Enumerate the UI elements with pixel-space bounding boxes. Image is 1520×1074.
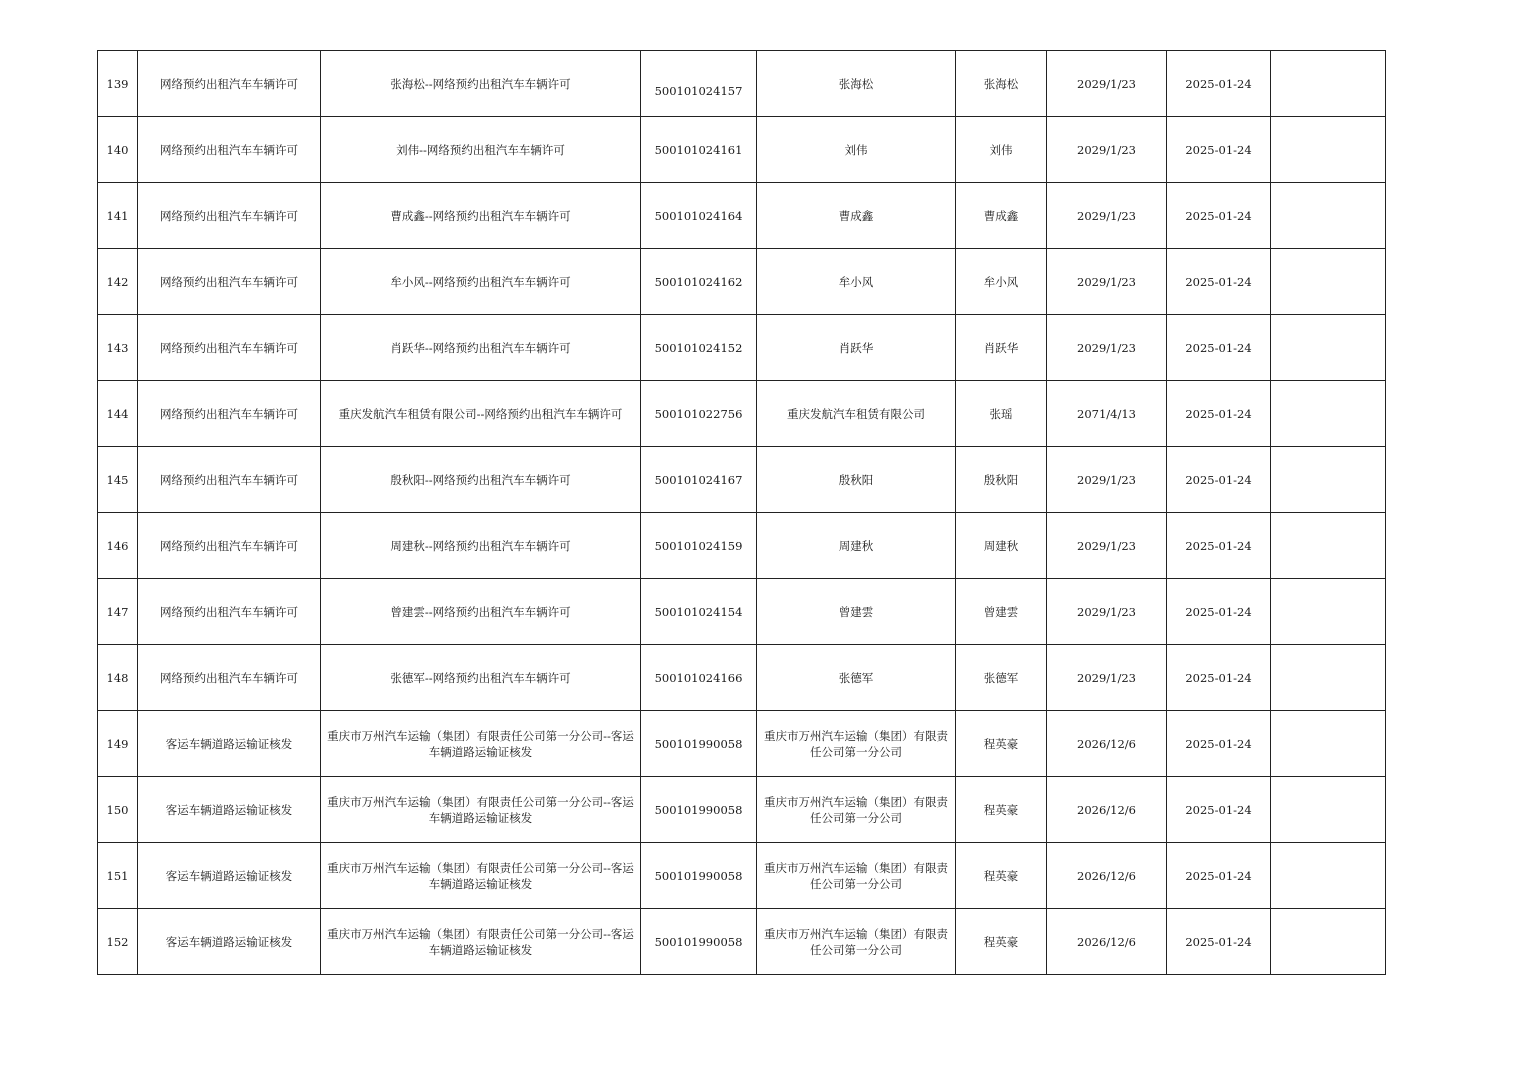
cell-permit-type-text: 客运车辆道路运输证核发 bbox=[165, 802, 293, 817]
cell-row-number-text: 140 bbox=[106, 142, 129, 157]
table-row bbox=[98, 711, 1386, 777]
table-row bbox=[98, 51, 1386, 117]
cell-permit-type-text: 网络预约出租汽车车辆许可 bbox=[160, 208, 298, 223]
cell-legal-person-text: 程英豪 bbox=[983, 802, 1019, 817]
table-body bbox=[98, 51, 1386, 975]
cell-holder-name bbox=[757, 117, 956, 183]
cell-permit-code-text: 500101024161 bbox=[654, 142, 743, 157]
cell-row-number bbox=[98, 447, 138, 513]
cell-holder-name-text: 重庆市万州汽车运输（集团）有限责任公司第一分公司 bbox=[764, 728, 948, 759]
cell-decision-date-text: 2025-01-24 bbox=[1185, 208, 1252, 223]
cell-row-number bbox=[98, 117, 138, 183]
cell-permit-item-text: 殷秋阳--网络预约出租汽车车辆许可 bbox=[390, 472, 571, 487]
cell-holder-name bbox=[757, 513, 956, 579]
cell-permit-code-text: 500101024152 bbox=[654, 340, 743, 355]
cell-expiry-date-text: 2029/1/23 bbox=[1077, 340, 1136, 355]
cell-holder-name-text: 殷秋阳 bbox=[838, 472, 874, 487]
permit-table bbox=[97, 50, 1386, 975]
cell-decision-date bbox=[1167, 183, 1271, 249]
cell-row-number bbox=[98, 315, 138, 381]
cell-decision-date-text: 2025-01-24 bbox=[1185, 274, 1252, 289]
cell-expiry-date-text: 2029/1/23 bbox=[1077, 274, 1136, 289]
cell-row-number bbox=[98, 51, 138, 117]
cell-permit-item bbox=[321, 579, 641, 645]
cell-permit-item bbox=[321, 51, 641, 117]
cell-row-number bbox=[98, 183, 138, 249]
cell-remark bbox=[1271, 513, 1386, 579]
cell-holder-name bbox=[757, 447, 956, 513]
cell-permit-item bbox=[321, 843, 641, 909]
cell-permit-item bbox=[321, 183, 641, 249]
cell-permit-code bbox=[641, 843, 757, 909]
cell-permit-type-text: 网络预约出租汽车车辆许可 bbox=[160, 76, 298, 91]
table-row bbox=[98, 315, 1386, 381]
cell-permit-type bbox=[138, 249, 321, 315]
cell-expiry-date-text: 2071/4/13 bbox=[1077, 406, 1136, 421]
cell-legal-person-text: 张瑶 bbox=[989, 406, 1013, 421]
cell-legal-person bbox=[956, 447, 1047, 513]
cell-permit-item-text: 重庆市万州汽车运输（集团）有限责任公司第一分公司--客运车辆道路运输证核发 bbox=[327, 794, 634, 825]
cell-permit-type-text: 客运车辆道路运输证核发 bbox=[165, 868, 293, 883]
cell-permit-type bbox=[138, 51, 321, 117]
cell-permit-item-text: 曾建雲--网络预约出租汽车车辆许可 bbox=[390, 604, 571, 619]
cell-legal-person bbox=[956, 711, 1047, 777]
cell-remark bbox=[1271, 51, 1386, 117]
cell-expiry-date-text: 2026/12/6 bbox=[1077, 868, 1136, 883]
cell-legal-person-text: 张德军 bbox=[983, 670, 1019, 685]
cell-permit-code bbox=[641, 117, 757, 183]
cell-permit-type-text: 网络预约出租汽车车辆许可 bbox=[160, 142, 298, 157]
cell-holder-name bbox=[757, 51, 956, 117]
cell-expiry-date-text: 2029/1/23 bbox=[1077, 208, 1136, 223]
cell-row-number bbox=[98, 381, 138, 447]
cell-permit-item bbox=[321, 315, 641, 381]
cell-permit-type bbox=[138, 579, 321, 645]
cell-permit-item-text: 牟小风--网络预约出租汽车车辆许可 bbox=[390, 274, 571, 289]
cell-permit-type bbox=[138, 843, 321, 909]
cell-permit-code bbox=[641, 645, 757, 711]
cell-permit-code-text: 500101990058 bbox=[654, 802, 743, 817]
cell-permit-item-text: 张德军--网络预约出租汽车车辆许可 bbox=[390, 670, 571, 685]
cell-holder-name bbox=[757, 315, 956, 381]
cell-legal-person bbox=[956, 843, 1047, 909]
cell-expiry-date bbox=[1047, 447, 1167, 513]
cell-permit-code bbox=[641, 579, 757, 645]
cell-remark bbox=[1271, 447, 1386, 513]
cell-row-number-text: 151 bbox=[106, 868, 129, 883]
cell-decision-date bbox=[1167, 645, 1271, 711]
cell-permit-code bbox=[641, 909, 757, 975]
cell-permit-code-text: 500101024159 bbox=[654, 538, 743, 553]
cell-legal-person bbox=[956, 381, 1047, 447]
cell-decision-date-text: 2025-01-24 bbox=[1185, 736, 1252, 751]
cell-holder-name-text: 重庆市万州汽车运输（集团）有限责任公司第一分公司 bbox=[764, 926, 948, 957]
cell-holder-name-text: 张海松 bbox=[838, 76, 874, 91]
cell-expiry-date-text: 2029/1/23 bbox=[1077, 670, 1136, 685]
cell-row-number bbox=[98, 249, 138, 315]
cell-legal-person bbox=[956, 645, 1047, 711]
cell-legal-person-text: 程英豪 bbox=[983, 868, 1019, 883]
table-row bbox=[98, 183, 1386, 249]
cell-permit-type-text: 网络预约出租汽车车辆许可 bbox=[160, 274, 298, 289]
cell-row-number-text: 144 bbox=[106, 406, 129, 421]
cell-row-number-text: 141 bbox=[106, 208, 129, 223]
cell-decision-date-text: 2025-01-24 bbox=[1185, 76, 1252, 91]
table-row bbox=[98, 117, 1386, 183]
cell-row-number-text: 145 bbox=[106, 472, 129, 487]
cell-holder-name-text: 牟小风 bbox=[838, 274, 874, 289]
table-row bbox=[98, 843, 1386, 909]
cell-legal-person bbox=[956, 513, 1047, 579]
cell-holder-name bbox=[757, 183, 956, 249]
cell-holder-name bbox=[757, 711, 956, 777]
cell-expiry-date bbox=[1047, 249, 1167, 315]
cell-decision-date-text: 2025-01-24 bbox=[1185, 802, 1252, 817]
table-row bbox=[98, 249, 1386, 315]
cell-decision-date-text: 2025-01-24 bbox=[1185, 142, 1252, 157]
cell-permit-code bbox=[641, 513, 757, 579]
cell-expiry-date bbox=[1047, 183, 1167, 249]
cell-permit-code-text: 500101024154 bbox=[654, 604, 743, 619]
cell-expiry-date bbox=[1047, 909, 1167, 975]
cell-permit-type bbox=[138, 381, 321, 447]
cell-expiry-date-text: 2029/1/23 bbox=[1077, 604, 1136, 619]
cell-remark bbox=[1271, 579, 1386, 645]
table-row bbox=[98, 579, 1386, 645]
cell-permit-type bbox=[138, 711, 321, 777]
cell-permit-code-text: 500101024157 bbox=[654, 84, 743, 98]
cell-permit-type bbox=[138, 513, 321, 579]
cell-permit-type-text: 客运车辆道路运输证核发 bbox=[165, 934, 293, 949]
cell-row-number-text: 147 bbox=[106, 604, 129, 619]
cell-decision-date-text: 2025-01-24 bbox=[1185, 934, 1252, 949]
cell-permit-code-text: 500101022756 bbox=[654, 406, 743, 421]
cell-permit-item-text: 重庆市万州汽车运输（集团）有限责任公司第一分公司--客运车辆道路运输证核发 bbox=[327, 860, 634, 891]
cell-permit-item-text: 重庆发航汽车租赁有限公司--网络预约出租汽车车辆许可 bbox=[338, 406, 623, 421]
cell-legal-person-text: 程英豪 bbox=[983, 736, 1019, 751]
cell-permit-item bbox=[321, 711, 641, 777]
cell-legal-person-text: 周建秋 bbox=[983, 538, 1019, 553]
cell-permit-code-text: 500101024162 bbox=[654, 274, 743, 289]
cell-expiry-date-text: 2026/12/6 bbox=[1077, 934, 1136, 949]
cell-expiry-date-text: 2029/1/23 bbox=[1077, 76, 1136, 91]
cell-holder-name bbox=[757, 249, 956, 315]
cell-permit-code bbox=[641, 777, 757, 843]
cell-remark bbox=[1271, 777, 1386, 843]
cell-legal-person-text: 程英豪 bbox=[983, 934, 1019, 949]
cell-permit-type-text: 客运车辆道路运输证核发 bbox=[165, 736, 293, 751]
cell-permit-item bbox=[321, 909, 641, 975]
cell-legal-person bbox=[956, 117, 1047, 183]
cell-permit-type-text: 网络预约出租汽车车辆许可 bbox=[160, 472, 298, 487]
cell-holder-name bbox=[757, 909, 956, 975]
cell-row-number bbox=[98, 711, 138, 777]
cell-decision-date bbox=[1167, 447, 1271, 513]
cell-holder-name bbox=[757, 777, 956, 843]
cell-holder-name-text: 张德军 bbox=[838, 670, 874, 685]
cell-legal-person bbox=[956, 249, 1047, 315]
cell-row-number-text: 143 bbox=[106, 340, 129, 355]
cell-expiry-date-text: 2029/1/23 bbox=[1077, 472, 1136, 487]
cell-permit-code bbox=[641, 51, 757, 117]
cell-permit-item-text: 曹成鑫--网络预约出租汽车车辆许可 bbox=[390, 208, 571, 223]
cell-legal-person bbox=[956, 183, 1047, 249]
cell-row-number-text: 150 bbox=[106, 802, 129, 817]
cell-permit-type bbox=[138, 117, 321, 183]
cell-expiry-date bbox=[1047, 777, 1167, 843]
cell-permit-type-text: 网络预约出租汽车车辆许可 bbox=[160, 538, 298, 553]
cell-expiry-date bbox=[1047, 711, 1167, 777]
cell-expiry-date-text: 2029/1/23 bbox=[1077, 538, 1136, 553]
cell-remark bbox=[1271, 315, 1386, 381]
cell-permit-type bbox=[138, 909, 321, 975]
cell-permit-item-text: 周建秋--网络预约出租汽车车辆许可 bbox=[390, 538, 571, 553]
cell-legal-person-text: 肖跃华 bbox=[983, 340, 1019, 355]
cell-decision-date bbox=[1167, 843, 1271, 909]
cell-decision-date bbox=[1167, 777, 1271, 843]
cell-row-number bbox=[98, 843, 138, 909]
cell-row-number-text: 139 bbox=[106, 76, 129, 91]
cell-expiry-date-text: 2029/1/23 bbox=[1077, 142, 1136, 157]
cell-decision-date bbox=[1167, 579, 1271, 645]
cell-expiry-date-text: 2026/12/6 bbox=[1077, 736, 1136, 751]
cell-decision-date bbox=[1167, 315, 1271, 381]
cell-remark bbox=[1271, 909, 1386, 975]
cell-holder-name-text: 曾建雲 bbox=[838, 604, 874, 619]
cell-holder-name-text: 重庆市万州汽车运输（集团）有限责任公司第一分公司 bbox=[764, 860, 948, 891]
cell-permit-code-text: 500101990058 bbox=[654, 736, 743, 751]
cell-legal-person bbox=[956, 51, 1047, 117]
cell-permit-item-text: 重庆市万州汽车运输（集团）有限责任公司第一分公司--客运车辆道路运输证核发 bbox=[327, 728, 634, 759]
cell-permit-type bbox=[138, 645, 321, 711]
cell-remark bbox=[1271, 117, 1386, 183]
cell-permit-item bbox=[321, 117, 641, 183]
cell-permit-item bbox=[321, 447, 641, 513]
cell-row-number bbox=[98, 645, 138, 711]
cell-expiry-date bbox=[1047, 51, 1167, 117]
cell-permit-type-text: 网络预约出租汽车车辆许可 bbox=[160, 340, 298, 355]
cell-expiry-date bbox=[1047, 381, 1167, 447]
cell-legal-person-text: 牟小风 bbox=[983, 274, 1019, 289]
cell-permit-item-text: 重庆市万州汽车运输（集团）有限责任公司第一分公司--客运车辆道路运输证核发 bbox=[327, 926, 634, 957]
cell-decision-date bbox=[1167, 51, 1271, 117]
cell-decision-date bbox=[1167, 513, 1271, 579]
cell-expiry-date bbox=[1047, 315, 1167, 381]
cell-permit-code-text: 500101024166 bbox=[654, 670, 743, 685]
cell-legal-person bbox=[956, 579, 1047, 645]
cell-permit-item bbox=[321, 513, 641, 579]
cell-legal-person-text: 曹成鑫 bbox=[983, 208, 1019, 223]
cell-permit-item bbox=[321, 645, 641, 711]
cell-permit-code bbox=[641, 711, 757, 777]
cell-holder-name-text: 肖跃华 bbox=[838, 340, 874, 355]
cell-holder-name-text: 曹成鑫 bbox=[838, 208, 874, 223]
cell-holder-name-text: 重庆市万州汽车运输（集团）有限责任公司第一分公司 bbox=[764, 794, 948, 825]
table-row bbox=[98, 645, 1386, 711]
cell-decision-date-text: 2025-01-24 bbox=[1185, 604, 1252, 619]
table-row bbox=[98, 777, 1386, 843]
cell-permit-type-text: 网络预约出租汽车车辆许可 bbox=[160, 670, 298, 685]
cell-holder-name bbox=[757, 843, 956, 909]
cell-permit-type-text: 网络预约出租汽车车辆许可 bbox=[160, 604, 298, 619]
cell-row-number bbox=[98, 513, 138, 579]
cell-decision-date-text: 2025-01-24 bbox=[1185, 472, 1252, 487]
cell-decision-date bbox=[1167, 381, 1271, 447]
cell-permit-type bbox=[138, 183, 321, 249]
cell-row-number-text: 148 bbox=[106, 670, 129, 685]
cell-decision-date-text: 2025-01-24 bbox=[1185, 406, 1252, 421]
cell-holder-name-text: 周建秋 bbox=[838, 538, 874, 553]
cell-decision-date bbox=[1167, 909, 1271, 975]
cell-row-number-text: 146 bbox=[106, 538, 129, 553]
cell-decision-date bbox=[1167, 117, 1271, 183]
cell-decision-date bbox=[1167, 249, 1271, 315]
cell-decision-date bbox=[1167, 711, 1271, 777]
cell-row-number bbox=[98, 777, 138, 843]
cell-remark bbox=[1271, 381, 1386, 447]
cell-expiry-date-text: 2026/12/6 bbox=[1077, 802, 1136, 817]
cell-permit-item-text: 肖跃华--网络预约出租汽车车辆许可 bbox=[390, 340, 571, 355]
cell-expiry-date bbox=[1047, 645, 1167, 711]
cell-permit-type bbox=[138, 447, 321, 513]
cell-remark bbox=[1271, 249, 1386, 315]
cell-remark bbox=[1271, 183, 1386, 249]
cell-holder-name-text: 刘伟 bbox=[844, 142, 868, 157]
cell-permit-code bbox=[641, 183, 757, 249]
cell-decision-date-text: 2025-01-24 bbox=[1185, 340, 1252, 355]
cell-permit-item bbox=[321, 381, 641, 447]
cell-permit-item bbox=[321, 777, 641, 843]
cell-permit-code bbox=[641, 249, 757, 315]
table-row bbox=[98, 513, 1386, 579]
cell-permit-code-text: 500101024164 bbox=[654, 208, 743, 223]
cell-legal-person-text: 张海松 bbox=[983, 76, 1019, 91]
cell-legal-person-text: 刘伟 bbox=[989, 142, 1013, 157]
cell-permit-item-text: 刘伟--网络预约出租汽车车辆许可 bbox=[396, 142, 565, 157]
table-row bbox=[98, 447, 1386, 513]
cell-permit-code bbox=[641, 447, 757, 513]
cell-holder-name-text: 重庆发航汽车租赁有限公司 bbox=[787, 406, 925, 421]
cell-legal-person-text: 曾建雲 bbox=[983, 604, 1019, 619]
cell-permit-type-text: 网络预约出租汽车车辆许可 bbox=[160, 406, 298, 421]
cell-permit-type bbox=[138, 315, 321, 381]
cell-holder-name bbox=[757, 579, 956, 645]
cell-permit-item-text: 张海松--网络预约出租汽车车辆许可 bbox=[390, 76, 571, 91]
cell-row-number bbox=[98, 909, 138, 975]
cell-permit-code bbox=[641, 381, 757, 447]
cell-legal-person-text: 殷秋阳 bbox=[983, 472, 1019, 487]
cell-holder-name bbox=[757, 381, 956, 447]
cell-expiry-date bbox=[1047, 117, 1167, 183]
cell-row-number-text: 152 bbox=[106, 934, 129, 949]
cell-legal-person bbox=[956, 909, 1047, 975]
cell-row-number bbox=[98, 579, 138, 645]
cell-legal-person bbox=[956, 315, 1047, 381]
cell-expiry-date bbox=[1047, 579, 1167, 645]
cell-permit-code-text: 500101990058 bbox=[654, 934, 743, 949]
cell-decision-date-text: 2025-01-24 bbox=[1185, 670, 1252, 685]
cell-remark bbox=[1271, 711, 1386, 777]
cell-permit-type bbox=[138, 777, 321, 843]
cell-legal-person bbox=[956, 777, 1047, 843]
cell-expiry-date bbox=[1047, 843, 1167, 909]
cell-expiry-date bbox=[1047, 513, 1167, 579]
cell-permit-code bbox=[641, 315, 757, 381]
cell-row-number-text: 149 bbox=[106, 736, 129, 751]
cell-remark bbox=[1271, 645, 1386, 711]
table-row bbox=[98, 381, 1386, 447]
cell-holder-name bbox=[757, 645, 956, 711]
cell-decision-date-text: 2025-01-24 bbox=[1185, 538, 1252, 553]
cell-permit-item bbox=[321, 249, 641, 315]
cell-decision-date-text: 2025-01-24 bbox=[1185, 868, 1252, 883]
cell-remark bbox=[1271, 843, 1386, 909]
cell-row-number-text: 142 bbox=[106, 274, 129, 289]
cell-permit-code-text: 500101990058 bbox=[654, 868, 743, 883]
cell-permit-code-text: 500101024167 bbox=[654, 472, 743, 487]
table-row bbox=[98, 909, 1386, 975]
